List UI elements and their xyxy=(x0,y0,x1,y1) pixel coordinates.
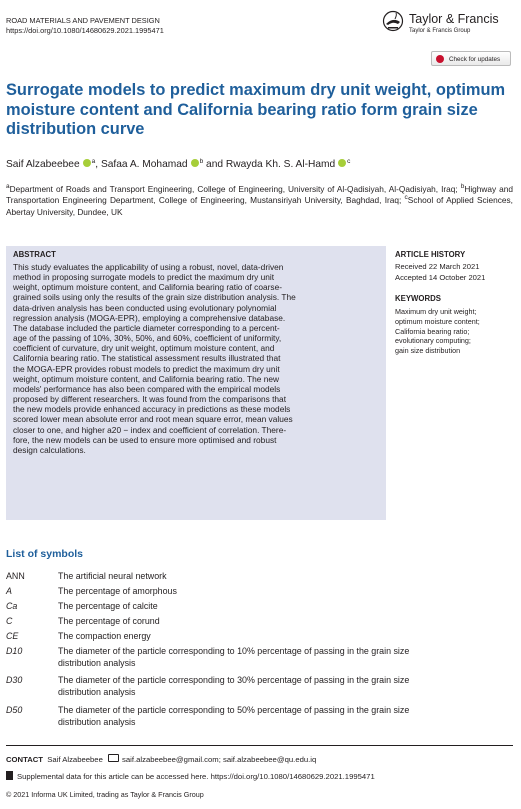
keyword: optimum moisture content; xyxy=(395,316,480,326)
abstract-line: closer to one, and higher a20 − index and coefficient of correlation. There- xyxy=(13,424,287,435)
symbol-description: The compaction energy xyxy=(58,631,151,641)
orcid-icon[interactable] xyxy=(83,159,91,167)
crossmark-icon xyxy=(436,55,444,63)
affiliation-text: School of Applied Sciences, Abertay University, Dundee, UK xyxy=(6,195,513,217)
affil-marker: a xyxy=(6,183,10,190)
symbol-key: ANN xyxy=(6,571,25,581)
abstract-line: age of the passing of 10%, 30%, 50%, and 60%, coefficient of uniformity, xyxy=(13,333,282,344)
author-name[interactable]: Saif Alzabeebee xyxy=(6,159,80,170)
symbol-key: Ca xyxy=(6,601,18,611)
author-affil-marker: a xyxy=(91,158,96,165)
abstract-line: data-driven analysis has been conducted using evolutionary polynomial xyxy=(13,302,277,313)
symbol-description: The percentage of corund xyxy=(58,616,160,626)
author-name[interactable]: Rwayda Kh. S. Al-Hamd xyxy=(225,159,336,170)
keywords-list xyxy=(395,307,480,356)
abstract-line: fore, the new models can be used to ensure more optimised and robust xyxy=(13,434,277,445)
symbol-description xyxy=(58,646,511,669)
check-for-updates-button[interactable] xyxy=(431,51,511,66)
symbol-description xyxy=(58,675,511,698)
affil-marker: b xyxy=(460,183,465,190)
abstract-heading: ABSTRACT xyxy=(13,250,56,259)
publisher-logo[interactable] xyxy=(382,10,512,40)
abstract-body xyxy=(13,262,379,455)
article-doi[interactable]: https://doi.org/10.1080/14680629.2021.1995471 xyxy=(6,26,164,35)
affiliation-text: Department of Roads and Transport Engineering, College of Engineering, University of Al-Qadisiyah, Al-Qadisiyah, Iraq; xyxy=(9,184,461,194)
article-title: Surrogate models to predict maximum dry unit weight, optimum moisture content and California bearing ratio form grain size distribution curve xyxy=(6,81,506,138)
envelope-icon xyxy=(108,754,119,762)
symbol-key: D30 xyxy=(6,675,23,685)
author-affil-marker: b xyxy=(199,158,204,165)
contact-emails[interactable]: saif.alzabeebee@gmail.com; saif.alzabeebee@qu.edu.iq xyxy=(122,755,317,764)
author-separator: , xyxy=(95,159,101,170)
abstract-line: California bearing ratio. The statistical assessment results illustrated that xyxy=(13,353,281,364)
keyword: gain size distribution xyxy=(395,346,461,356)
symbol-description-line: distribution analysis xyxy=(58,716,136,727)
symbol-key: D50 xyxy=(6,705,23,715)
symbol-description: The percentage of amorphous xyxy=(58,586,177,596)
symbol-row xyxy=(6,646,511,670)
abstract-line: This study evaluates the applicability of using a robust, novel, data-driven xyxy=(13,262,284,272)
check-for-updates-label: Check for updates xyxy=(449,56,501,63)
supplemental-data-icon xyxy=(6,771,13,780)
copyright-notice: © 2021 Informa UK Limited, trading as Taylor & Francis Group xyxy=(6,790,204,799)
symbol-description: The percentage of calcite xyxy=(58,601,158,611)
abstract-line: weight, optimum moisture content, and California bearing ratio of coarse- xyxy=(13,282,282,293)
abstract-line: weight, optimum moisture content, and California bearing ratio. The new xyxy=(13,373,280,384)
author-name[interactable]: Safaa A. Mohamad xyxy=(100,159,188,170)
symbol-row xyxy=(6,675,511,699)
symbol-description-line: The diameter of the particle corresponding to 50% percentage of passing in the grain size xyxy=(58,705,410,715)
article-history xyxy=(395,262,485,283)
supplemental-text[interactable]: Supplemental data for this article can be accessed here. https://doi.org/10.1080/14680629.2021.1995471 xyxy=(17,772,375,781)
contact-name: Saif Alzabeebee xyxy=(47,755,103,764)
publisher-subtitle: Taylor & Francis Group xyxy=(409,28,471,34)
symbol-description-line: distribution analysis xyxy=(58,657,136,668)
abstract-line: proposed by different researchers. It was found from the comparisons that xyxy=(13,394,287,405)
symbol-description xyxy=(58,705,511,728)
author-separator: and xyxy=(203,159,226,170)
supplemental-line xyxy=(6,771,375,781)
orcid-icon[interactable] xyxy=(191,159,199,167)
symbol-row xyxy=(6,705,511,729)
symbol-description: The artificial neural network xyxy=(58,571,167,581)
publisher-name: Taylor & Francis xyxy=(409,12,499,26)
symbol-key: A xyxy=(6,586,12,596)
keywords-heading: KEYWORDS xyxy=(395,294,441,303)
journal-header xyxy=(6,16,164,36)
affiliation-text: Highway and Transportation Engineering Department, College of Engineering, Mustansiriyah University, Baghdad, Iraq; xyxy=(6,184,513,206)
symbol-key: CE xyxy=(6,631,19,641)
affil-marker: c xyxy=(404,194,408,202)
symbol-description-line: The diameter of the particle corresponding to 30% percentage of passing in the grain size xyxy=(58,675,410,685)
symbol-key: D10 xyxy=(6,646,23,656)
affiliations xyxy=(6,184,513,218)
keyword: Maximum dry unit weight; xyxy=(395,307,477,316)
keyword: evolutionary computing; xyxy=(395,336,471,346)
abstract-line: the new models provide enhanced accuracy in predictions as these models xyxy=(13,404,291,415)
contact-label: CONTACT xyxy=(6,755,44,764)
keyword: California bearing ratio; xyxy=(395,326,470,336)
list-of-symbols-heading: List of symbols xyxy=(6,548,84,560)
journal-name: ROAD MATERIALS AND PAVEMENT DESIGN xyxy=(6,16,160,25)
abstract-line: the MOGA-EPR provides robust models to predict the maximum dry unit xyxy=(13,363,280,374)
symbol-description-line: distribution analysis xyxy=(58,686,136,697)
abstract-line: grained soils using only the results of the grain size distribution analysis. The xyxy=(13,292,296,303)
author-affil-marker: c xyxy=(347,158,351,165)
abstract-line: coefficient of curvature, dry unit weight, optimum moisture content, and xyxy=(13,343,275,354)
orcid-icon[interactable] xyxy=(338,159,346,167)
abstract-line: scored lower mean absolute error and root mean square error, mean values xyxy=(13,414,293,425)
abstract-line: The database included the particle diameter corresponding to a percent- xyxy=(13,322,280,333)
abstract-line: method in proposing surrogate models to predict the maximum dry unit xyxy=(13,272,275,283)
contact-line xyxy=(6,754,316,764)
symbol-description-line: The diameter of the particle corresponding to 10% percentage of passing in the grain size xyxy=(58,646,410,656)
footer-divider xyxy=(6,745,513,746)
taylor-francis-lamp-icon xyxy=(382,10,404,36)
abstract-line: models' performance has also been compared with the empirical models xyxy=(13,383,281,394)
abstract-line: design calculations. xyxy=(13,444,86,455)
accepted-date: Accepted 14 October 2021 xyxy=(395,272,486,282)
symbol-key: C xyxy=(6,616,13,626)
abstract-line: regression analysis (MOGA-EPR), employing a comprehensive database. xyxy=(13,312,286,323)
article-history-heading: ARTICLE HISTORY xyxy=(395,250,466,259)
author-list xyxy=(6,158,511,172)
received-date: Received 22 March 2021 xyxy=(395,262,480,271)
